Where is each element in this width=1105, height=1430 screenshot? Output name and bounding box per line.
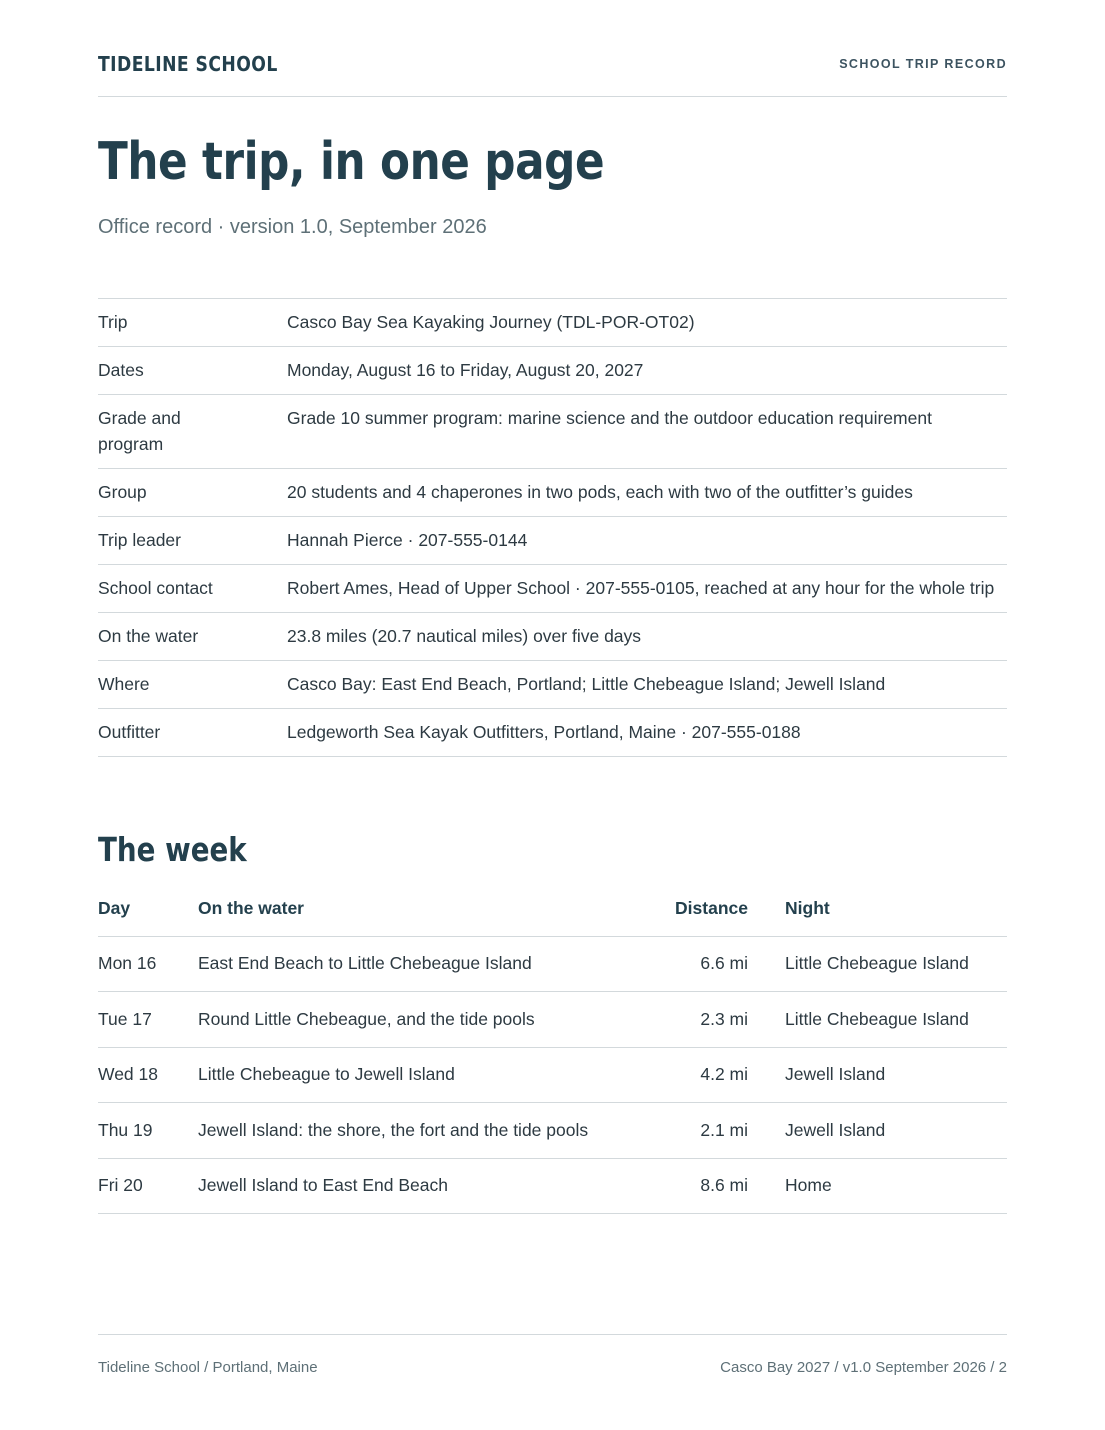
cell-night: Jewell Island <box>748 1103 1007 1159</box>
fact-label: Where <box>98 661 287 709</box>
footer-school-location: Tideline School / Portland, Maine <box>98 1359 318 1376</box>
fact-label: Dates <box>98 347 287 395</box>
fact-row <box>98 347 1007 395</box>
fact-label: On the water <box>98 613 287 661</box>
cell-water: Round Little Chebeague, and the tide pools <box>198 992 668 1048</box>
table-row <box>98 936 1007 992</box>
document-page <box>98 0 1007 1430</box>
week-schedule-table <box>98 882 1007 1214</box>
fact-value: Casco Bay: East End Beach, Portland; Little Chebeague Island; Jewell Island <box>287 661 1007 709</box>
page-header <box>98 50 1007 97</box>
fact-row <box>98 469 1007 517</box>
record-type-label: SCHOOL TRIP RECORD <box>839 57 1007 71</box>
fact-value: 23.8 miles (20.7 nautical miles) over five days <box>287 613 1007 661</box>
cell-night: Home <box>748 1158 1007 1214</box>
column-header-distance: Distance <box>675 898 748 919</box>
fact-value: Hannah Pierce · 207-555-0144 <box>287 517 1007 565</box>
cell-night: Little Chebeague Island <box>748 936 1007 992</box>
page-footer <box>98 1334 1007 1376</box>
column-header-water: On the water <box>198 898 304 919</box>
week-section-title: The week <box>98 830 247 869</box>
fact-value: 20 students and 4 chaperones in two pods, each with two of the outfitter’s guides <box>287 469 1007 517</box>
table-row <box>98 1158 1007 1214</box>
fact-value: Monday, August 16 to Friday, August 20, 2027 <box>287 347 1007 395</box>
table-header-row <box>98 882 1007 936</box>
cell-day: Tue 17 <box>98 992 198 1048</box>
fact-value: Robert Ames, Head of Upper School · 207-555-0105, reached at any hour for the whole trip <box>287 565 1007 613</box>
cell-distance: 4.2 mi <box>668 1047 748 1103</box>
cell-water: Jewell Island to East End Beach <box>198 1158 668 1214</box>
fact-row <box>98 299 1007 347</box>
cell-day: Fri 20 <box>98 1158 198 1214</box>
fact-label: Trip leader <box>98 517 287 565</box>
fact-label: Group <box>98 469 287 517</box>
column-header-night: Night <box>785 898 830 919</box>
cell-distance: 2.1 mi <box>668 1103 748 1159</box>
cell-night: Jewell Island <box>748 1047 1007 1103</box>
fact-row <box>98 709 1007 757</box>
cell-distance: 8.6 mi <box>668 1158 748 1214</box>
fact-value: Grade 10 summer program: marine science and the outdoor education requirement <box>287 395 1007 469</box>
table-row <box>98 1103 1007 1159</box>
column-header-day: Day <box>98 898 131 919</box>
school-name: TIDELINE SCHOOL <box>98 52 278 76</box>
cell-night: Little Chebeague Island <box>748 992 1007 1048</box>
page-title: The trip, in one page <box>98 132 605 192</box>
table-row <box>98 1047 1007 1103</box>
fact-value: Casco Bay Sea Kayaking Journey (TDL-POR-OT02) <box>287 299 1007 347</box>
fact-value: Ledgeworth Sea Kayak Outfitters, Portland, Maine · 207-555-0188 <box>287 709 1007 757</box>
fact-row <box>98 661 1007 709</box>
fact-row <box>98 517 1007 565</box>
cell-water: Little Chebeague to Jewell Island <box>198 1047 668 1103</box>
fact-row <box>98 613 1007 661</box>
footer-page-info: Casco Bay 2027 / v1.0 September 2026 / 2 <box>720 1359 1007 1376</box>
fact-label: Outfitter <box>98 709 287 757</box>
fact-label: Trip <box>98 299 287 347</box>
table-row <box>98 992 1007 1048</box>
cell-day: Thu 19 <box>98 1103 198 1159</box>
cell-day: Wed 18 <box>98 1047 198 1103</box>
fact-row <box>98 565 1007 613</box>
trip-facts-table <box>98 298 1007 757</box>
cell-distance: 2.3 mi <box>668 992 748 1048</box>
cell-water: East End Beach to Little Chebeague Island <box>198 936 668 992</box>
cell-day: Mon 16 <box>98 936 198 992</box>
page-subtitle: Office record · version 1.0, September 2026 <box>98 216 487 238</box>
cell-water: Jewell Island: the shore, the fort and the tide pools <box>198 1103 668 1159</box>
fact-label: School contact <box>98 565 287 613</box>
cell-distance: 6.6 mi <box>668 936 748 992</box>
fact-row <box>98 395 1007 469</box>
fact-label: Grade and program <box>98 395 287 469</box>
